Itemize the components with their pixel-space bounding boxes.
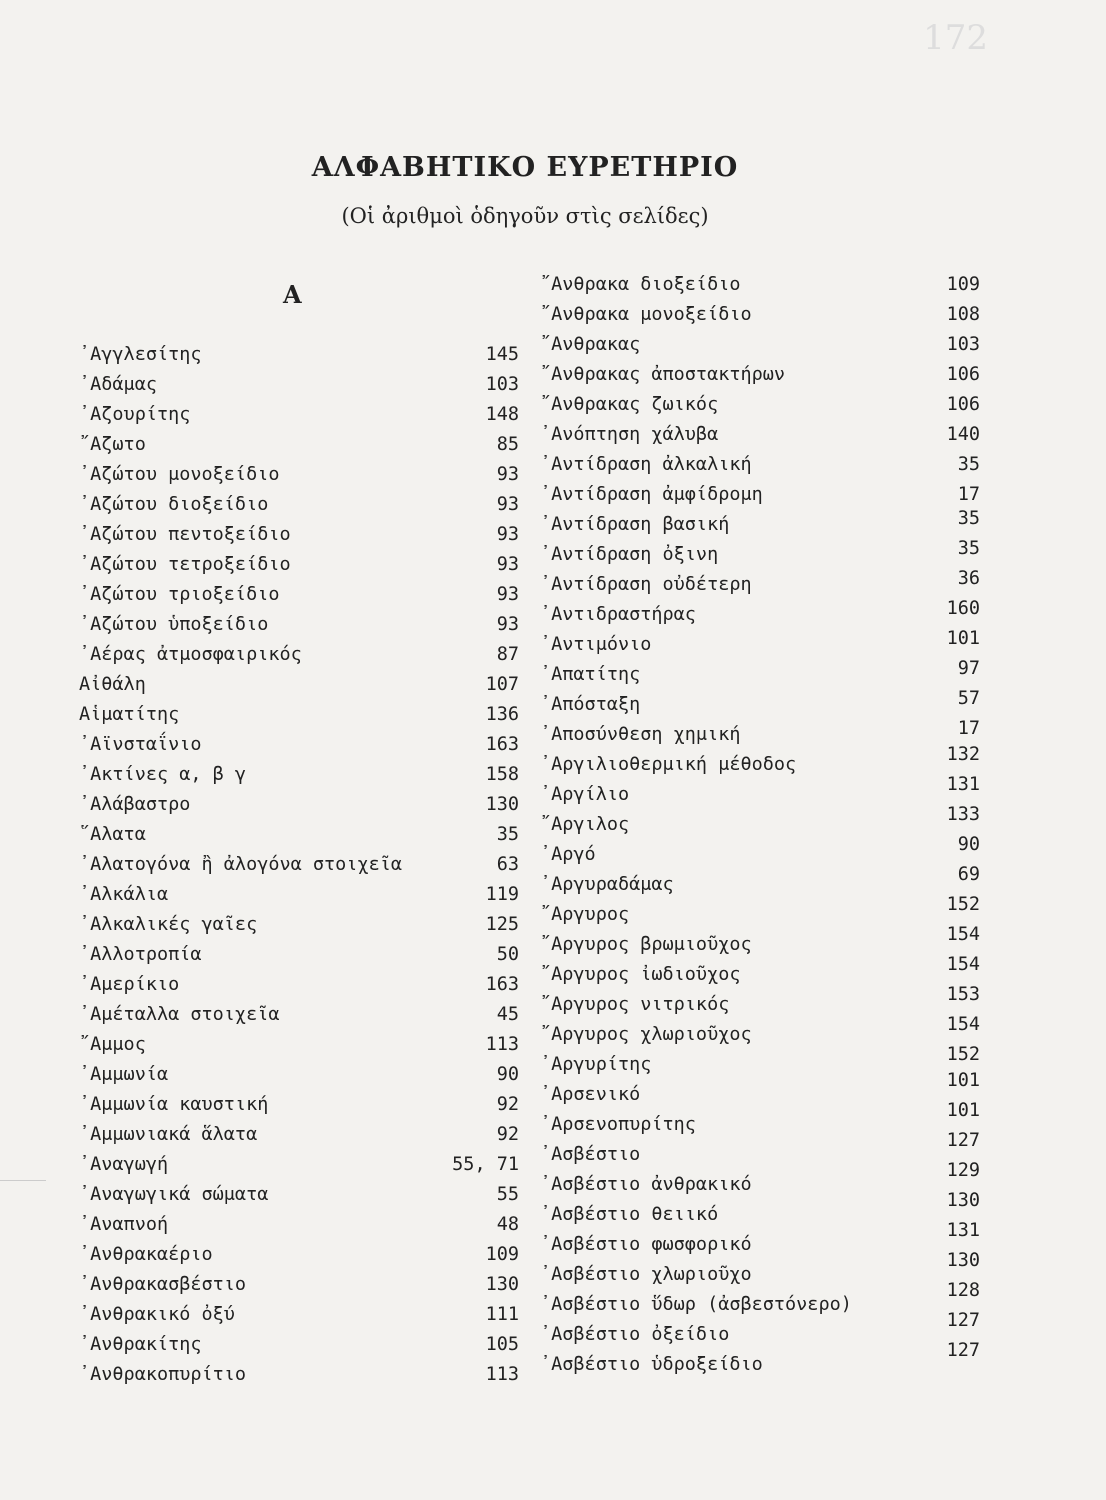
index-page-number: 148 [485, 404, 519, 425]
index-entry [79, 850, 519, 880]
index-page-number: 48 [496, 1214, 519, 1235]
index-term: ᾿Ασβέστιο φωσφορικό [540, 1234, 752, 1255]
index-entry [79, 790, 519, 820]
index-entry [540, 804, 980, 840]
index-term: ᾿Αργυραδάμας [540, 874, 674, 895]
index-term: ῎Αργιλος [540, 814, 630, 835]
index-page-number: 92 [496, 1124, 519, 1145]
index-page-number: 69 [957, 864, 980, 885]
index-page-number: 130 [946, 1190, 980, 1211]
index-term: ᾿Απόσταξη [540, 694, 641, 715]
index-page-number: 109 [485, 1244, 519, 1265]
index-term: ᾿Αμμωνιακά ἅλατα [79, 1124, 258, 1145]
index-page-number: 93 [496, 494, 519, 515]
index-term: ᾿Ασβέστιο θειικό [540, 1204, 719, 1225]
page-number: 172 [923, 18, 988, 58]
index-entry [79, 820, 519, 850]
index-page-number: 85 [496, 434, 519, 455]
index-term: ᾿Αλκάλια [79, 884, 169, 905]
index-page-number: 57 [957, 688, 980, 709]
index-entry [540, 1340, 980, 1380]
index-term: ᾿Αλάβαστρο [79, 794, 191, 815]
index-entry [79, 1090, 519, 1120]
index-entry [540, 834, 980, 870]
index-entry [79, 700, 519, 730]
index-term: ῎Αργυρος χλωριοῦχος [540, 1024, 752, 1045]
index-page-number: 111 [485, 1304, 519, 1325]
index-term: ῎Αργυρος νιτρικός [540, 994, 730, 1015]
index-entry [540, 480, 980, 510]
index-term: ᾿Αργό [540, 844, 596, 865]
index-term: ᾿Ανθρακοπυρίτιο [79, 1364, 247, 1385]
index-term: ᾿Αντιμόνιο [540, 634, 652, 655]
index-term: ᾿Αγγλεσίτης [79, 344, 202, 365]
index-term: ᾿Ασβέστιο ὑδροξείδιο [540, 1354, 763, 1375]
index-term: ᾿Απατίτης [540, 664, 641, 685]
index-entry [79, 1180, 519, 1210]
index-page-number: 106 [946, 394, 980, 415]
index-page-number: 35 [957, 508, 980, 529]
index-page-number: 87 [496, 644, 519, 665]
index-term: ῎Ανθρακα μονοξείδιο [540, 304, 752, 325]
index-page-number: 129 [946, 1160, 980, 1181]
index-page-number: 127 [946, 1130, 980, 1151]
index-page-number: 108 [946, 304, 980, 325]
index-term: ᾿Αζώτου ὑποξείδιο [79, 614, 269, 635]
index-entry [79, 940, 519, 970]
index-entry [79, 460, 519, 490]
index-entry [540, 1220, 980, 1260]
index-term: ῎Αργυρος [540, 904, 630, 925]
index-entry [540, 630, 980, 660]
index-term: ᾿Αλλοτροπία [79, 944, 202, 965]
index-term: ᾿Αλατογόνα ἢ ἀλογόνα στοιχεῖα [79, 854, 403, 875]
index-page-number: 163 [485, 974, 519, 995]
index-page-number: 93 [496, 614, 519, 635]
index-entry [540, 330, 980, 360]
index-term: ᾿Αντίδραση ὀξινη [540, 544, 719, 565]
index-entry [79, 880, 519, 910]
index-page-number: 36 [957, 568, 980, 589]
index-page-number: 113 [485, 1364, 519, 1385]
index-page-number: 93 [496, 464, 519, 485]
index-entry [79, 400, 519, 430]
index-entry [79, 1150, 519, 1180]
index-entry [540, 954, 980, 990]
index-page-number: 154 [946, 1014, 980, 1035]
index-entry [79, 550, 519, 580]
index-entry [540, 864, 980, 900]
index-page-number: 153 [946, 984, 980, 1005]
index-entry [540, 1070, 980, 1110]
index-page-number: 35 [957, 454, 980, 475]
index-page-number: 97 [957, 658, 980, 679]
index-page-number: 127 [946, 1340, 980, 1361]
index-entry [540, 420, 980, 450]
index-page-number: 45 [496, 1004, 519, 1025]
index-page-number: 105 [485, 1334, 519, 1355]
margin-line [0, 1180, 46, 1181]
index-page-number: 154 [946, 924, 980, 945]
index-page-number: 109 [946, 274, 980, 295]
index-term: ᾿Αντίδραση ἀμφίδρομη [540, 484, 763, 505]
index-entry [540, 1280, 980, 1320]
index-page-number: 107 [485, 674, 519, 695]
index-entry [79, 1210, 519, 1240]
index-page-number: 140 [946, 424, 980, 445]
index-page-number: 128 [946, 1280, 980, 1301]
index-term: ῎Ανθρακας [540, 334, 641, 355]
index-term: ᾿Ασβέστιο ὕδωρ (ἀσβεστόνερο) [540, 1294, 852, 1315]
index-page-number: 132 [946, 744, 980, 765]
index-term: ᾿Αζουρίτης [79, 404, 191, 425]
index-term: ᾿Αντίδραση βασική [540, 514, 730, 535]
index-entry [540, 660, 980, 690]
index-page-number: 101 [946, 628, 980, 649]
index-entry [540, 1014, 980, 1050]
index-term: ᾿Ασβέστιο ἀνθρακικό [540, 1174, 752, 1195]
index-page-number: 145 [485, 344, 519, 365]
index-entry [79, 520, 519, 550]
index-page-number: 154 [946, 954, 980, 975]
index-term: ῎Ανθρακα διοξείδιο [540, 274, 741, 295]
index-page-number: 133 [946, 804, 980, 825]
index-term: ᾿Αδάμας [79, 374, 157, 395]
index-term: ᾿Αϊνσταΐνιο [79, 734, 202, 755]
index-term: ῎Αζωτο [79, 434, 146, 455]
index-entry [79, 760, 519, 790]
page-subtitle: (Οἱ ἀριθμοὶ ὁδηγοῦν στὶς σελίδες) [341, 204, 709, 228]
index-page-number: 55 [496, 1184, 519, 1205]
index-term: ᾿Αζώτου μονοξείδιο [79, 464, 280, 485]
index-page-number: 92 [496, 1094, 519, 1115]
index-term: Αἱματίτης [79, 704, 180, 725]
index-entry [540, 984, 980, 1020]
index-term: ᾿Αναγωγικά σώματα [79, 1184, 269, 1205]
index-entry [540, 360, 980, 390]
index-term: ᾿Ανθρακικό ὀξύ [79, 1304, 235, 1325]
index-entry [79, 1330, 519, 1360]
index-page-number: 130 [485, 1274, 519, 1295]
index-entry [79, 1270, 519, 1300]
index-page-number: 125 [485, 914, 519, 935]
index-entry [540, 300, 980, 330]
index-page-number: 152 [946, 894, 980, 915]
index-page-number: 35 [957, 538, 980, 559]
index-entry [79, 1000, 519, 1030]
index-page-number: 93 [496, 584, 519, 605]
index-page-number: 127 [946, 1310, 980, 1331]
index-entry [79, 370, 519, 400]
index-entry [540, 1190, 980, 1230]
index-entry [540, 270, 980, 300]
index-term: ᾿Αμμωνία καυστική [79, 1094, 269, 1115]
index-term: ῎Ανθρακας ἀποστακτήρων [540, 364, 786, 385]
index-entry [540, 390, 980, 420]
index-entry [79, 1060, 519, 1090]
index-page-number: 160 [946, 598, 980, 619]
index-term: Αἰθάλη [79, 674, 146, 695]
index-term: ᾿Αμερίκιο [79, 974, 180, 995]
index-page-number: 90 [496, 1064, 519, 1085]
section-letter: Α [283, 280, 302, 309]
index-term: ᾿Αργίλιο [540, 784, 630, 805]
index-entry [540, 720, 980, 750]
index-term: ᾿Αζώτου τριοξείδιο [79, 584, 280, 605]
index-page-number: 106 [946, 364, 980, 385]
index-term: ᾿Αναγωγή [79, 1154, 169, 1175]
index-entry [79, 670, 519, 700]
index-term: ᾿Αντιδραστήρας [540, 604, 696, 625]
index-entry [540, 570, 980, 600]
index-entry [79, 1300, 519, 1330]
index-page-number: 101 [946, 1070, 980, 1091]
index-page-number: 17 [957, 718, 980, 739]
index-page-number: 130 [485, 794, 519, 815]
index-entry [540, 1130, 980, 1170]
index-term: ῎Αργυρος ἰωδιοῦχος [540, 964, 741, 985]
index-entry [540, 894, 980, 930]
index-entry [79, 1360, 519, 1390]
index-entry [79, 1120, 519, 1150]
index-term: ᾿Αναπνοή [79, 1214, 169, 1235]
index-entry [79, 340, 519, 370]
index-entry [540, 540, 980, 570]
index-entry [79, 490, 519, 520]
index-page-number: 152 [946, 1044, 980, 1065]
index-page-number: 131 [946, 774, 980, 795]
index-page-number: 35 [496, 824, 519, 845]
index-entry [540, 690, 980, 720]
index-entry [79, 1240, 519, 1270]
index-page-number: 55, 71 [452, 1154, 519, 1175]
index-entry [540, 744, 980, 780]
index-page-number: 103 [946, 334, 980, 355]
index-page-number: 131 [946, 1220, 980, 1241]
index-page-number: 163 [485, 734, 519, 755]
index-entry [79, 730, 519, 760]
index-term: ᾿Ανθρακαέριο [79, 1244, 213, 1265]
index-entry [540, 1160, 980, 1200]
index-entry [79, 910, 519, 940]
index-page-number: 63 [496, 854, 519, 875]
index-term: ᾿Αρσενοπυρίτης [540, 1114, 696, 1135]
index-page-number: 101 [946, 1100, 980, 1121]
index-entry [540, 774, 980, 810]
index-term: ᾿Αζώτου διοξείδιο [79, 494, 269, 515]
index-term: ᾿Ανθρακίτης [79, 1334, 202, 1355]
index-page-number: 130 [946, 1250, 980, 1271]
index-term: ᾿Αργυρίτης [540, 1054, 652, 1075]
index-entry [540, 1250, 980, 1290]
index-page-number: 103 [485, 374, 519, 395]
index-term: ᾿Αμμωνία [79, 1064, 169, 1085]
index-term: ῎Ανθρακας ζωικός [540, 394, 719, 415]
index-term: ῎Αργυρος βρωμιοῦχος [540, 934, 752, 955]
index-entry [79, 640, 519, 670]
index-column-left [79, 340, 519, 1390]
index-page-number: 93 [496, 554, 519, 575]
page-title: ΑΛΦΑΒΗΤΙΚΟ ΕΥΡΕΤΗΡΙΟ [311, 152, 739, 183]
index-entry [540, 1100, 980, 1140]
index-term: ῞Αλατα [79, 824, 146, 845]
index-term: ᾿Αποσύνθεση χημική [540, 724, 741, 745]
index-term: ᾿Αλκαλικές γαῖες [79, 914, 258, 935]
index-page-number: 136 [485, 704, 519, 725]
index-term: ᾿Αντίδραση ἀλκαλική [540, 454, 752, 475]
index-entry [540, 510, 980, 540]
index-page-number: 113 [485, 1034, 519, 1055]
index-term: ῎Αμμος [79, 1034, 146, 1055]
index-term: ᾿Αζώτου τετροξείδιο [79, 554, 291, 575]
index-entry [540, 600, 980, 630]
index-entry [79, 430, 519, 460]
index-entry [540, 1310, 980, 1350]
index-term: ᾿Ακτίνες α, β γ [79, 764, 247, 785]
index-term: ᾿Ανθρακασβέστιο [79, 1274, 247, 1295]
index-page-number: 93 [496, 524, 519, 545]
index-term: ᾿Αργιλιοθερμική μέθοδος [540, 754, 797, 775]
index-page-number: 90 [957, 834, 980, 855]
index-term: ᾿Αζώτου πεντοξείδιο [79, 524, 291, 545]
index-entry [540, 924, 980, 960]
index-entry [79, 970, 519, 1000]
index-term: ᾿Ανόπτηση χάλυβα [540, 424, 719, 445]
index-entry [79, 1030, 519, 1060]
index-term: ᾿Ασβέστιο [540, 1144, 641, 1165]
index-entry [79, 610, 519, 640]
index-term: ᾿Αντίδραση οὐδέτερη [540, 574, 752, 595]
index-term: ᾿Αρσενικό [540, 1084, 641, 1105]
index-entry [79, 580, 519, 610]
index-term: ᾿Αέρας ἀτμοσφαιρικός [79, 644, 302, 665]
index-page-number: 119 [485, 884, 519, 905]
index-term: ᾿Αμέταλλα στοιχεῖα [79, 1004, 280, 1025]
index-page-number: 50 [496, 944, 519, 965]
index-term: ᾿Ασβέστιο ὀξείδιο [540, 1324, 730, 1345]
index-entry [540, 450, 980, 480]
index-page-number: 158 [485, 764, 519, 785]
index-column-right [540, 270, 980, 1380]
index-entry [540, 1044, 980, 1080]
index-term: ᾿Ασβέστιο χλωριοῦχο [540, 1264, 752, 1285]
index-page-number: 17 [957, 484, 980, 505]
